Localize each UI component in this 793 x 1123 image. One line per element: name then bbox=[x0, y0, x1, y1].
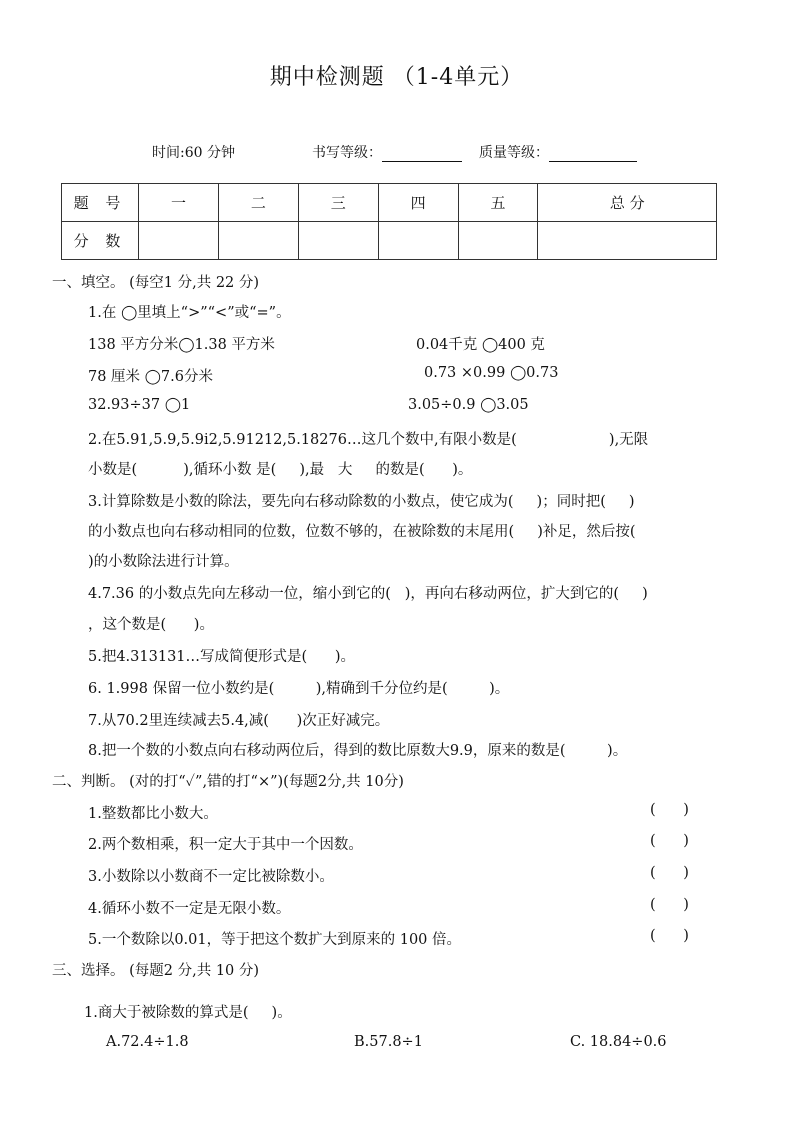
score-cell[interactable] bbox=[139, 222, 219, 260]
score-cell[interactable] bbox=[218, 222, 298, 260]
score-cell[interactable] bbox=[538, 222, 717, 260]
answer-bracket[interactable]: ( ) bbox=[650, 897, 689, 913]
header-cell: 一 bbox=[139, 184, 219, 222]
question-1-2-cont: 小数是( ),循环小数 是( ),最 大 的数是( )。 bbox=[88, 462, 473, 478]
score-table-score-row bbox=[62, 222, 717, 260]
judgement-item: 2.两个数相乘，积一定大于其中一个因数。 bbox=[88, 837, 363, 853]
question-1-3-end: )的小数除法进行计算。 bbox=[88, 554, 239, 570]
writing-grade-label: 书写等级： bbox=[312, 145, 382, 161]
question-1-1: 1.在 ◯里填上“>”“<”或“=”。 bbox=[88, 305, 291, 321]
judgement-item: 3.小数除以小数商不一定比被除数小。 bbox=[88, 869, 334, 885]
writing-grade-blank[interactable] bbox=[382, 145, 462, 162]
writing-grade-field bbox=[312, 142, 462, 162]
comparison-item: 78 厘米 ◯7.6分米 bbox=[88, 369, 213, 385]
header-cell: 四 bbox=[378, 184, 458, 222]
section2-heading: 二、判断。 (对的打“✓”,错的打“×”)(每题2分,共 10分) bbox=[52, 774, 404, 790]
time-label: 时间:60 分钟 bbox=[152, 145, 235, 161]
header-cell: 五 bbox=[458, 184, 538, 222]
score-row-label: 分 数 bbox=[62, 222, 139, 260]
question-1-7: 7.从70.2里连续减去5.4,减( )次正好减完。 bbox=[88, 713, 390, 729]
option-a[interactable]: A.72.4÷1.8 bbox=[106, 1034, 189, 1050]
score-table-header-row bbox=[62, 184, 717, 222]
question-1-3-cont: 的小数点也向右移动相同的位数，位数不够的，在被除数的末尾用( )补足，然后按( bbox=[88, 524, 636, 540]
page-title: 期中检测题 （1-4单元） bbox=[269, 65, 524, 90]
header-cell: 三 bbox=[298, 184, 378, 222]
comparison-item: 138 平方分米◯1.38 平方米 bbox=[88, 337, 275, 353]
quality-grade-label: 质量等级： bbox=[479, 145, 549, 161]
section3-heading: 三、选择。 (每题2 分,共 10 分) bbox=[52, 963, 260, 979]
question-1-4: 4.7.36 的小数点先向左移动一位，缩小到它的( )，再向右移动两位，扩大到它的( ) bbox=[88, 586, 648, 602]
score-cell[interactable] bbox=[458, 222, 538, 260]
judgement-item: 4.循环小数不一定是无限小数。 bbox=[88, 901, 291, 917]
answer-bracket[interactable]: ( ) bbox=[650, 928, 689, 944]
comparison-item: 0.04千克 ◯400 克 bbox=[416, 337, 545, 353]
comparison-item: 32.93÷37 ◯1 bbox=[88, 397, 191, 413]
header-cell: 总 分 bbox=[538, 184, 717, 222]
quality-grade-blank[interactable] bbox=[549, 145, 637, 162]
quality-grade-field bbox=[479, 142, 637, 162]
question-1-6: 6. 1.998 保留一位小数约是( ),精确到千分位约是( )。 bbox=[88, 681, 510, 697]
question-1-5: 5.把4.313131…写成简便形式是( )。 bbox=[88, 649, 355, 665]
score-cell[interactable] bbox=[378, 222, 458, 260]
header-cell: 二 bbox=[218, 184, 298, 222]
judgement-item: 1.整数都比小数大。 bbox=[88, 806, 218, 822]
answer-bracket[interactable]: ( ) bbox=[650, 802, 689, 818]
score-cell[interactable] bbox=[298, 222, 378, 260]
header-cell: 题 号 bbox=[62, 184, 139, 222]
question-1-3: 3.计算除数是小数的除法，要先向右移动除数的小数点，使它成为( )；同时把( ) bbox=[88, 494, 635, 510]
question-1-4-cont: ，这个数是( )。 bbox=[88, 617, 214, 633]
comparison-item: 0.73 ×0.99 ◯0.73 bbox=[424, 365, 559, 381]
question-1-8: 8.把一个数的小数点向右移动两位后，得到的数比原数大9.9，原来的数是( )。 bbox=[88, 743, 628, 759]
score-table bbox=[61, 183, 717, 260]
question-1-2: 2.在5.91,5.9,5.9i2,5.91212,5.18276…这几个数中,有限小数是( ),无限 bbox=[88, 432, 649, 448]
comparison-item: 3.05÷0.9 ◯3.05 bbox=[408, 397, 529, 413]
judgement-item: 5.一个数除以0.01，等于把这个数扩大到原来的 100 倍。 bbox=[88, 932, 462, 948]
option-c[interactable]: C. 18.84÷0.6 bbox=[570, 1034, 667, 1050]
answer-bracket[interactable]: ( ) bbox=[650, 865, 689, 881]
option-b[interactable]: B.57.8÷1 bbox=[354, 1034, 423, 1050]
question-3-1: 1.商大于被除数的算式是( )。 bbox=[84, 1005, 292, 1021]
section1-heading: 一、填空。 (每空1 分,共 22 分) bbox=[52, 275, 260, 291]
answer-bracket[interactable]: ( ) bbox=[650, 833, 689, 849]
